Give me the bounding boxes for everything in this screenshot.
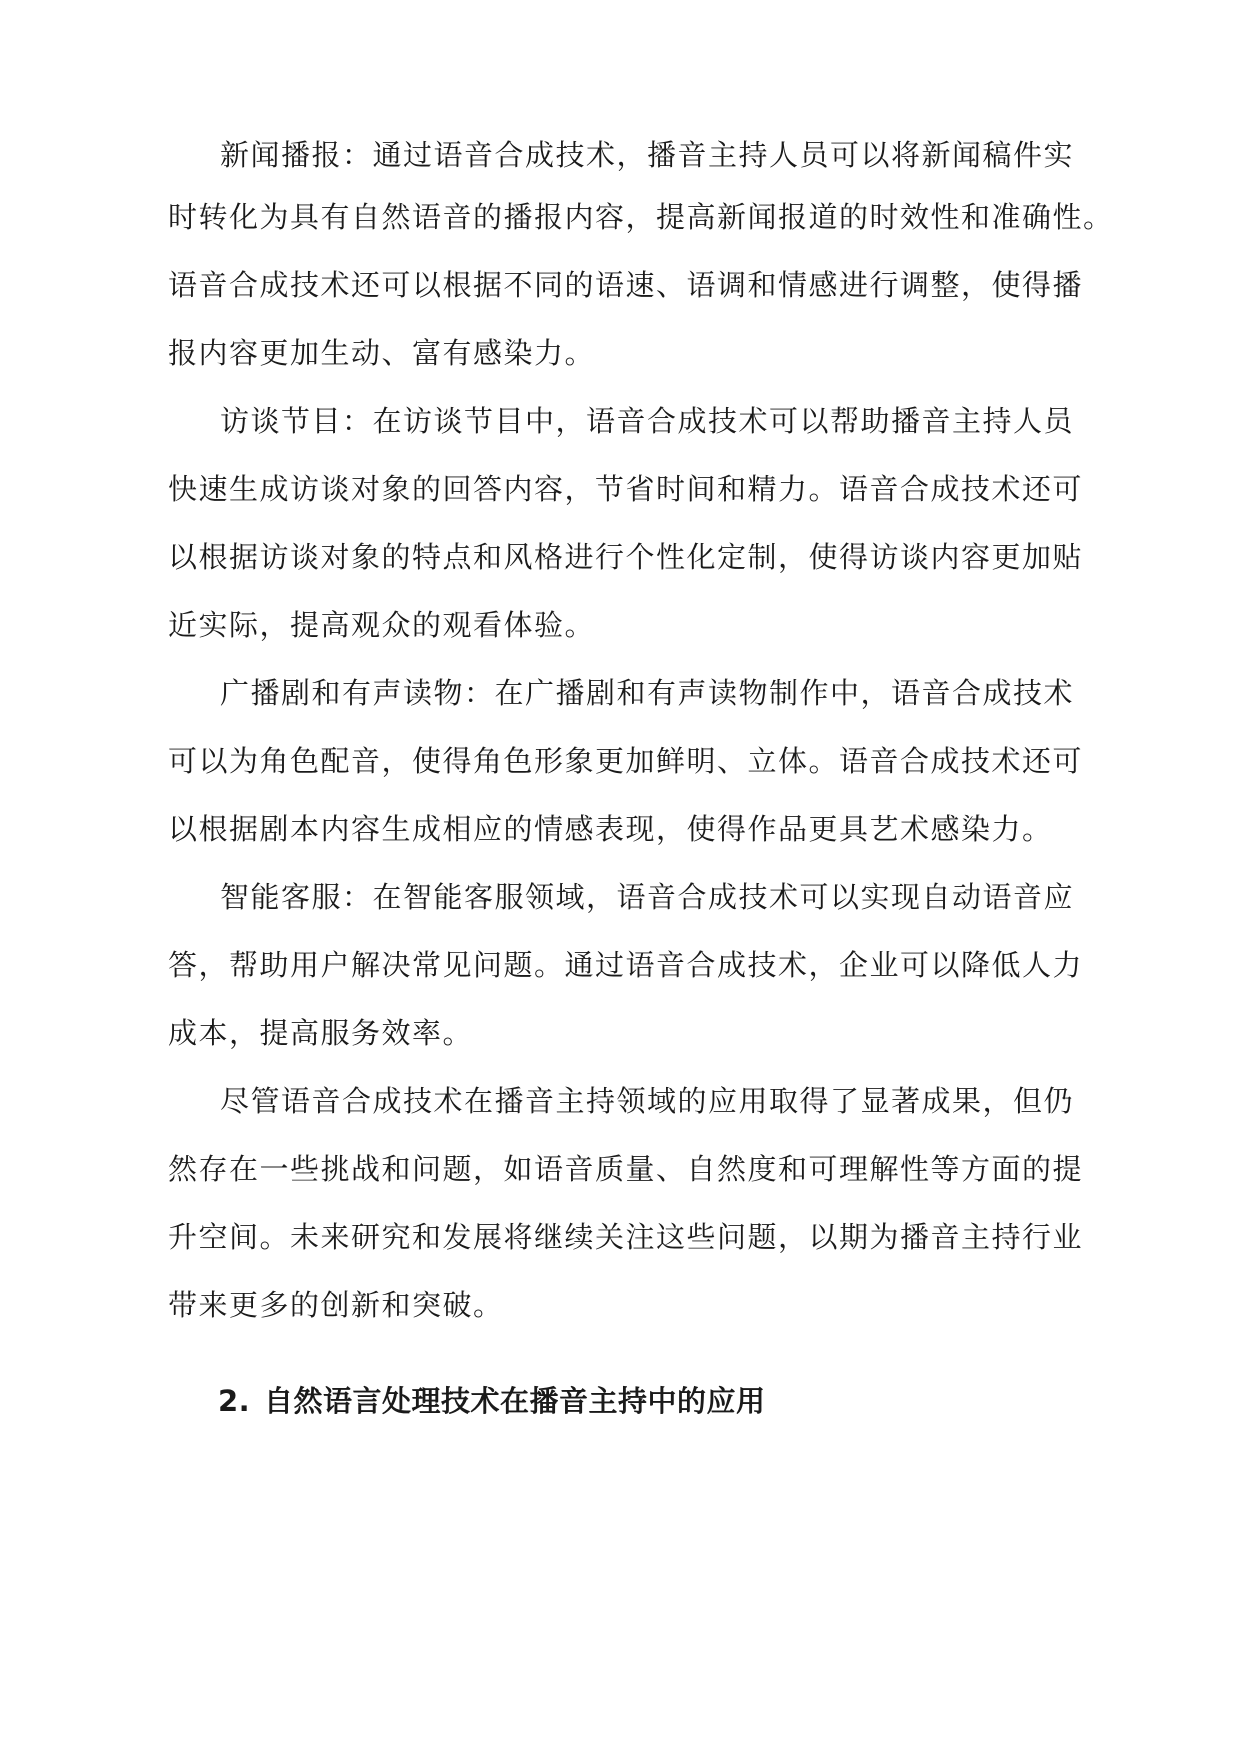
paragraph-line: 时转化为具有自然语音的播报内容，提高新闻报道的时效性和准确性。 [168,200,1114,234]
paragraph-line: 新闻播报：通过语音合成技术，播音主持人员可以将新闻稿件实 [220,138,1075,172]
paragraph-line: 智能客服：在智能客服领域，语音合成技术可以实现自动语音应 [220,880,1075,914]
paragraph-line: 然存在一些挑战和问题，如语音质量、自然度和可理解性等方面的提 [168,1152,1084,1186]
section-title: 自然语言处理技术在播音主持中的应用 [264,1384,766,1418]
paragraph-line: 尽管语音合成技术在播音主持领域的应用取得了显著成果，但仍 [220,1084,1075,1118]
paragraph-line: 以根据访谈对象的特点和风格进行个性化定制，使得访谈内容更加贴 [168,540,1084,574]
paragraph-line: 成本，提高服务效率。 [168,1016,474,1050]
paragraph-line: 可以为角色配音，使得角色形象更加鲜明、立体。语音合成技术还可 [168,744,1084,778]
section-number: 2. [218,1384,251,1418]
paragraph-line: 快速生成访谈对象的回答内容，节省时间和精力。语音合成技术还可 [168,472,1084,506]
paragraph-line: 语音合成技术还可以根据不同的语速、语调和情感进行调整，使得播 [168,268,1084,302]
section-heading [218,1384,766,1418]
paragraph-line: 近实际，提高观众的观看体验。 [168,608,596,642]
paragraph-line: 升空间。未来研究和发展将继续关注这些问题，以期为播音主持行业 [168,1220,1084,1254]
paragraph-line: 带来更多的创新和突破。 [168,1288,504,1322]
paragraph-line: 广播剧和有声读物：在广播剧和有声读物制作中，语音合成技术 [220,676,1075,710]
paragraph-line: 访谈节目：在访谈节目中，语音合成技术可以帮助播音主持人员 [220,404,1075,438]
paragraph-line: 答，帮助用户解决常见问题。通过语音合成技术，企业可以降低人力 [168,948,1084,982]
paragraph-line: 报内容更加生动、富有感染力。 [168,336,596,370]
paragraph-line: 以根据剧本内容生成相应的情感表现，使得作品更具艺术感染力。 [168,812,1053,846]
